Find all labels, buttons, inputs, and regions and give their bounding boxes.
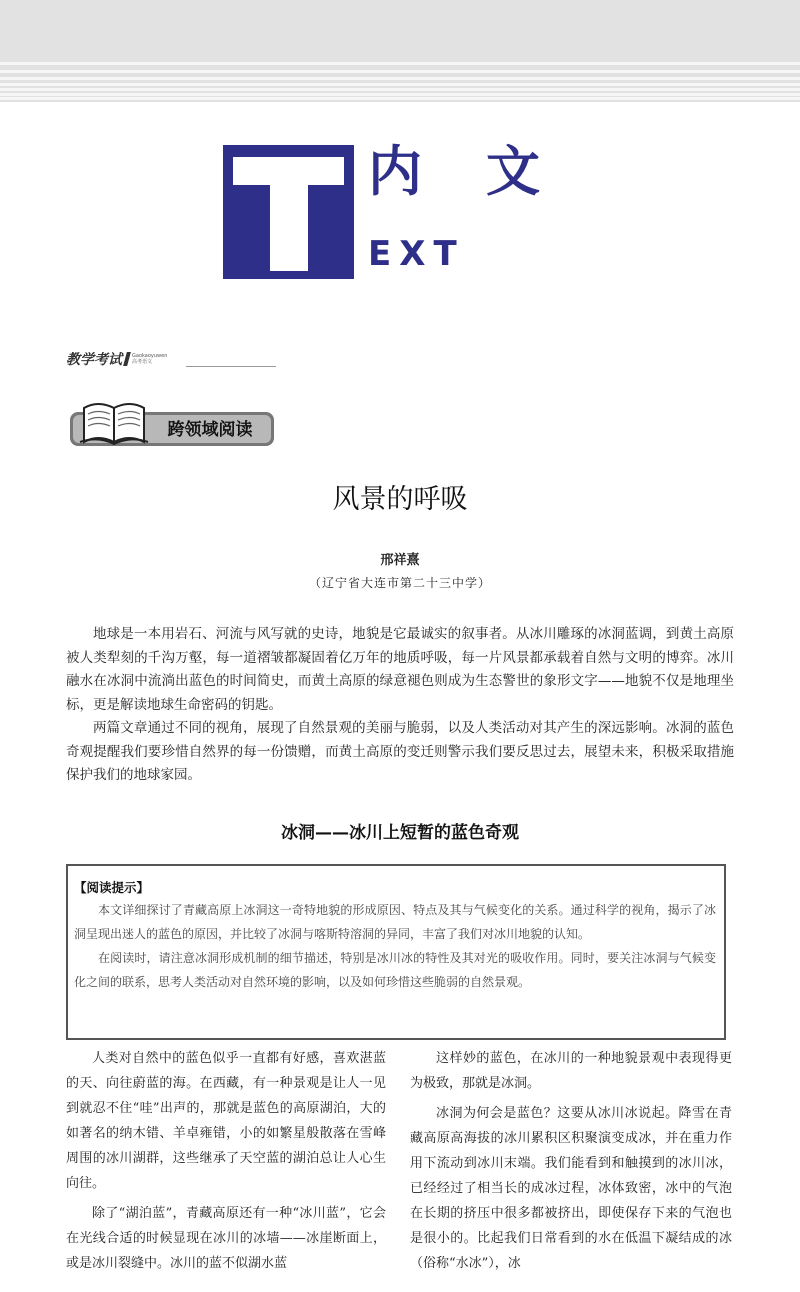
author-affiliation: （辽宁省大连市第二十三中学） — [308, 576, 491, 590]
magazine-separator — [123, 352, 131, 366]
body-paragraph: 这样妙的蓝色，在冰川的一种地貌景观中表现得更为极致，那就是冰洞。 — [410, 1051, 732, 1091]
open-book-icon — [78, 398, 152, 446]
magazine-pinyin: Gaokaoyuwen — [132, 353, 168, 359]
article-subtitle: 冰洞——冰川上短暂的蓝色奇观 — [281, 823, 519, 843]
body-paragraph: 除了“湖泊蓝”，青藏高原还有一种“冰川蓝”，它会在光线合适的时候显现在冰川的冰墙——冰崖断面上，或是冰川裂缝中。冰川的蓝不似湖水蓝 — [66, 1206, 386, 1271]
banner-stripe — [0, 77, 800, 80]
big-t-logo — [223, 145, 354, 279]
body-column-right — [410, 1046, 732, 1281]
reading-tip-box — [66, 864, 726, 1040]
reading-tip-paragraph: 在阅读时，请注意冰洞形成机制的细节描述，特别是冰川冰的特性及其对光的吸收作用。同时，要关注冰洞与气候变化之间的联系，思考人类活动对自然环境的影响，以及如何珍惜这些脆弱的自然景观。 — [74, 951, 716, 989]
intro-paragraph: 两篇文章通过不同的视角，展现了自然景观的美丽与脆弱，以及人类活动对其产生的深远影响。冰洞的蓝色奇观提醒我们要珍惜自然界的每一份馈赠，而黄土高原的变迁则警示我们要反思过去，展望未来，积极采取措施保护我们的地球家园。 — [66, 720, 734, 783]
banner-stripe — [0, 70, 800, 73]
article-intro — [66, 623, 734, 788]
body-column-left — [66, 1046, 386, 1281]
banner-stripe — [0, 62, 800, 65]
section-title-english: EXT — [368, 234, 465, 274]
body-paragraph: 冰洞为何会是蓝色？这要从冰川冰说起。降雪在青藏高原高海拔的冰川累积区积聚演变成冰，并在重力作用下流动到冰川末端。我们能看到和触摸到的冰川冰，已经经过了相当长的成冰过程，冰体致密，冰中的气泡在长期的挤压中很多都被挤出，即使保存下来的气泡也是很小的。比起我们日常看到的水在低温下凝结成的冰（俗称“水冰”），冰 — [410, 1106, 732, 1271]
section-tag-label: 跨领域阅读 — [167, 420, 253, 440]
intro-paragraph: 地球是一本用岩石、河流与风写就的史诗，地貌是它最诚实的叙事者。从冰川雕琢的冰洞蓝调，到黄土高原被人类犁刻的千沟万壑，每一道褶皱都凝固着亿万年的地质呼吸，每一片风景都承载着自然与文明的博弈。冰川融水在冰洞中流淌出蓝色的时间简史，而黄土高原的绿意褪色则成为生态警世的象形文字——地貌不仅是地理坐标，更是解读地球生命密码的钥匙。 — [66, 626, 734, 713]
banner-stripe — [0, 97, 800, 100]
top-banner — [0, 0, 800, 102]
section-title-chinese: 内文 — [368, 140, 604, 203]
banner-stripe — [0, 88, 800, 91]
magazine-name: 教学考试 — [66, 352, 122, 368]
magazine-rule — [186, 366, 276, 367]
article-author: 邢祥熹 — [380, 553, 420, 568]
reading-tip-title: 【阅读提示】 — [74, 880, 150, 895]
magazine-sub — [132, 353, 167, 365]
magazine-brand — [66, 350, 167, 368]
reading-tip-paragraph: 本文详细探讨了青藏高原上冰洞这一奇特地貌的形成原因、特点及其与气候变化的关系。通过科学的视角，揭示了冰洞呈现出迷人的蓝色的原因，并比较了冰洞与喀斯特溶洞的异同，丰富了我们对冰川地貌的认知。 — [74, 903, 716, 941]
banner-stripe — [0, 83, 800, 86]
section-tag — [70, 398, 274, 450]
article-title: 风景的呼吸 — [332, 484, 468, 515]
magazine-subtitle: 高考语文 — [132, 359, 153, 365]
banner-stripe — [0, 93, 800, 96]
body-paragraph: 人类对自然中的蓝色似乎一直都有好感，喜欢湛蓝的天、向往蔚蓝的海。在西藏，有一种景观是让人一见到就忍不住“哇”出声的，那就是蓝色的高原湖泊，大的如著名的纳木错、羊卓雍错，小的如繁星般散落在雪峰周围的冰川湖群，这些继承了天空蓝的湖泊总让人心生向往。 — [66, 1051, 386, 1191]
